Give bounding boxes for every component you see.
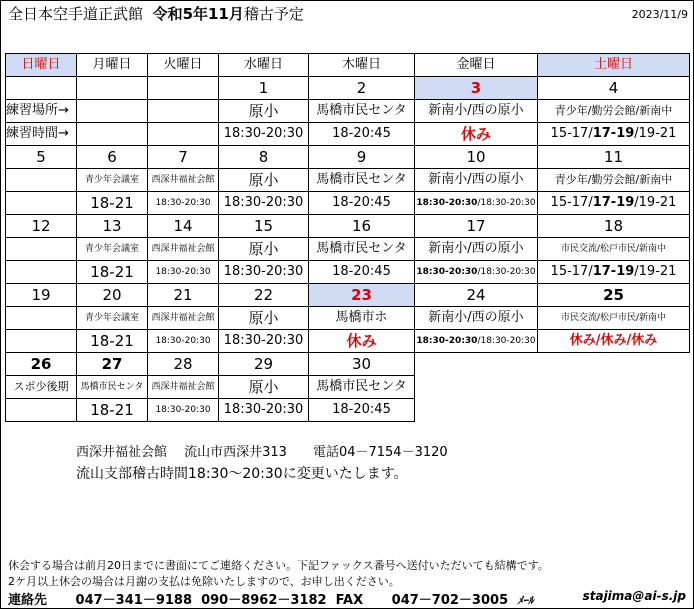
time-cell: 18-21	[77, 330, 148, 353]
time-part: 15-17/	[550, 195, 593, 210]
date-cell: 10	[415, 146, 538, 169]
place-cell: 西深井福祉会館	[148, 169, 219, 192]
date-cell: 30	[309, 353, 415, 376]
date-cell: 21	[148, 284, 219, 307]
time-cell: 18:30-20:30	[148, 399, 219, 422]
date-cell: 20	[77, 284, 148, 307]
week4-place-row	[6, 307, 690, 330]
time-cell: 18:30-20:30	[148, 330, 219, 353]
place-cell: 新南小/西の原小	[415, 169, 538, 192]
date-cell: 18	[538, 215, 690, 238]
weekday-wednesday: 水曜日	[219, 54, 309, 77]
place-cell	[148, 100, 219, 123]
time-part-bold: 17-19	[592, 126, 635, 141]
place-cell	[6, 169, 77, 192]
time-cell	[415, 261, 538, 284]
place-cell: 青少年/勤労会館/新南中	[538, 169, 690, 192]
time-part-bold: 18:30-20:30	[416, 267, 478, 277]
week5-date-row	[6, 353, 690, 376]
phone-1: 047－341－9188	[75, 593, 193, 608]
week1-date-row	[6, 77, 690, 100]
phone-2: 090－8962－3182	[201, 593, 327, 608]
time-cell: 18-21	[77, 192, 148, 215]
weekday-friday: 金曜日	[415, 54, 538, 77]
place-cell: 馬橋市民センタ	[309, 376, 415, 399]
time-cell	[77, 123, 148, 146]
weekday-monday: 月曜日	[77, 54, 148, 77]
time-cell	[415, 192, 538, 215]
time-cell: 18:30-20:30	[219, 192, 309, 215]
date-cell: 17	[415, 215, 538, 238]
time-cell: 18:30-20:30	[219, 399, 309, 422]
place-cell	[6, 238, 77, 261]
date-cell: 8	[219, 146, 309, 169]
mail-label: ﾒｰﾙ	[517, 594, 534, 607]
weekday-saturday: 土曜日	[538, 54, 690, 77]
empty-cell	[415, 399, 538, 422]
date-cell: 9	[309, 146, 415, 169]
time-cell	[538, 261, 690, 284]
date-cell: 19	[6, 284, 77, 307]
contact-label: 連絡先	[8, 593, 48, 608]
date-cell: 24	[415, 284, 538, 307]
weekday-tuesday: 火曜日	[148, 54, 219, 77]
weekday-thursday: 木曜日	[309, 54, 415, 77]
time-cell: 18:30-20:30	[219, 123, 309, 146]
venue-info: 西深井福祉会館 流山市西深井313 電話04－7154－3120	[76, 445, 448, 460]
place-cell: 西深井福祉会館	[148, 238, 219, 261]
fee-waiver-notice: 2ケ月以上休会の場合は月謝の支払は免除いたしますので、お申し出ください。	[8, 575, 400, 588]
time-cell	[6, 192, 77, 215]
time-part: /19-21	[634, 126, 677, 141]
date-cell: 13	[77, 215, 148, 238]
weekday-sunday: 日曜日	[6, 54, 77, 77]
time-cell: 18:30-20:30	[219, 330, 309, 353]
empty-cell	[538, 376, 690, 399]
time-part: 15-17/	[550, 126, 593, 141]
week5-place-row	[6, 376, 690, 399]
fax-label: FAX	[335, 593, 364, 608]
time-cell	[538, 123, 690, 146]
date-cell: 22	[219, 284, 309, 307]
time-cell: 18-20:45	[309, 261, 415, 284]
week3-date-row	[6, 215, 690, 238]
time-cell	[6, 399, 77, 422]
date-cell: 28	[148, 353, 219, 376]
place-cell	[77, 100, 148, 123]
time-part-bold: 18:30-20:30	[416, 198, 478, 208]
place-cell: 原小	[219, 307, 309, 330]
place-cell: 西深井福祉会館	[148, 307, 219, 330]
week1-time-row	[6, 123, 690, 146]
time-part: /19-21	[634, 264, 677, 279]
place-cell: 青少年/勤労会館/新南中	[538, 100, 690, 123]
absence-notice: 休会する場合は前月20日までに書面にてご連絡ください。下記ファックス番号へ送付いただいても結構です。	[8, 559, 549, 572]
time-cell: 18:30-20:30	[148, 261, 219, 284]
title-month: 令和5年11月	[152, 5, 244, 23]
empty-cell	[415, 376, 538, 399]
place-cell: 市民交流/松戸市民/新南中	[538, 238, 690, 261]
date-cell: 6	[77, 146, 148, 169]
place-cell: 馬橋市ホ	[309, 307, 415, 330]
time-cell: 18:30-20:30	[148, 192, 219, 215]
time-cell	[415, 330, 538, 353]
date-cell: 4	[538, 77, 690, 100]
place-cell: 馬橋市民センタ	[309, 169, 415, 192]
date-cell: 5	[6, 146, 77, 169]
place-cell: 西深井福祉会館	[148, 376, 219, 399]
week2-place-row	[6, 169, 690, 192]
time-part-bold: 17-19	[592, 264, 635, 279]
date-cell: 1	[219, 77, 309, 100]
week5-time-row	[6, 399, 690, 422]
time-part: 15-17/	[550, 264, 593, 279]
time-cell	[6, 261, 77, 284]
contact-line	[8, 589, 534, 608]
time-change-notice: 流山支部稽古時間18:30～20:30に変更いたします。	[76, 466, 408, 482]
time-part: /18:30-20:30	[477, 198, 536, 208]
week4-time-row	[6, 330, 690, 353]
page-title	[8, 3, 304, 24]
date-cell-holiday: 23	[309, 284, 415, 307]
time-cell: 18-20:45	[309, 123, 415, 146]
week2-date-row	[6, 146, 690, 169]
time-cell: 18-21	[77, 399, 148, 422]
time-part-bold: 17-19	[592, 195, 635, 210]
week1-place-row	[6, 100, 690, 123]
place-cell: 市民交流/松戸市民/新南中	[538, 307, 690, 330]
empty-cell	[538, 399, 690, 422]
place-label: 練習場所→	[6, 100, 77, 123]
week2-time-row	[6, 192, 690, 215]
date-cell: 7	[148, 146, 219, 169]
date-cell: 12	[6, 215, 77, 238]
place-cell: 青少年会議室	[77, 307, 148, 330]
fax-number: 047－702－3005	[391, 593, 509, 608]
date-cell: 2	[309, 77, 415, 100]
time-cell	[148, 123, 219, 146]
title-rest: 稽古予定	[243, 5, 304, 23]
time-part: /18:30-20:30	[477, 336, 536, 346]
time-cell: 18-20:45	[309, 192, 415, 215]
place-cell: 原小	[219, 100, 309, 123]
place-cell: 新南小/西の原小	[415, 307, 538, 330]
place-cell: 原小	[219, 238, 309, 261]
time-part: /19-21	[634, 195, 677, 210]
schedule-table	[5, 53, 690, 422]
closed-label: 休み	[309, 330, 415, 353]
place-cell: 新南小/西の原小	[415, 238, 538, 261]
email-link[interactable]: stajima@ai-s.jp	[582, 589, 686, 603]
time-cell: 18-20:45	[309, 399, 415, 422]
week4-date-row	[6, 284, 690, 307]
date-cell: 14	[148, 215, 219, 238]
place-cell: 新南小/西の原小	[415, 100, 538, 123]
date-cell-holiday: 3	[415, 77, 538, 100]
date-cell: 16	[309, 215, 415, 238]
place-cell: 原小	[219, 376, 309, 399]
place-cell: スポ少後期	[6, 376, 77, 399]
time-label: 練習時間→	[6, 123, 77, 146]
place-cell: 馬橋市民センタ	[77, 376, 148, 399]
date-cell: 26	[6, 353, 77, 376]
place-cell: 原小	[219, 169, 309, 192]
place-cell: 青少年会議室	[77, 238, 148, 261]
date-cell: 15	[219, 215, 309, 238]
date-cell	[77, 77, 148, 100]
date-cell	[6, 77, 77, 100]
empty-cell	[415, 353, 538, 376]
place-cell	[6, 307, 77, 330]
week3-place-row	[6, 238, 690, 261]
time-cell: 18:30-20:30	[219, 261, 309, 284]
date-cell: 29	[219, 353, 309, 376]
date-cell: 27	[77, 353, 148, 376]
place-cell: 馬橋市民センタ	[309, 100, 415, 123]
date-cell	[148, 77, 219, 100]
closed-label: 休み/休み/休み	[538, 330, 690, 353]
closed-label: 休み	[415, 123, 538, 146]
week3-time-row	[6, 261, 690, 284]
time-part-bold: 18:30-20:30	[416, 336, 478, 346]
time-cell: 18-21	[77, 261, 148, 284]
place-cell: 馬橋市民センタ	[309, 238, 415, 261]
empty-cell	[538, 353, 690, 376]
time-part: /18:30-20:30	[477, 267, 536, 277]
date-cell: 11	[538, 146, 690, 169]
org-name: 全日本空手道正武館	[8, 5, 144, 23]
weekday-header-row	[6, 54, 690, 77]
place-cell: 青少年会議室	[77, 169, 148, 192]
time-cell	[538, 192, 690, 215]
date-cell: 25	[538, 284, 690, 307]
time-cell	[6, 330, 77, 353]
issue-date: 2023/11/9	[631, 8, 688, 21]
